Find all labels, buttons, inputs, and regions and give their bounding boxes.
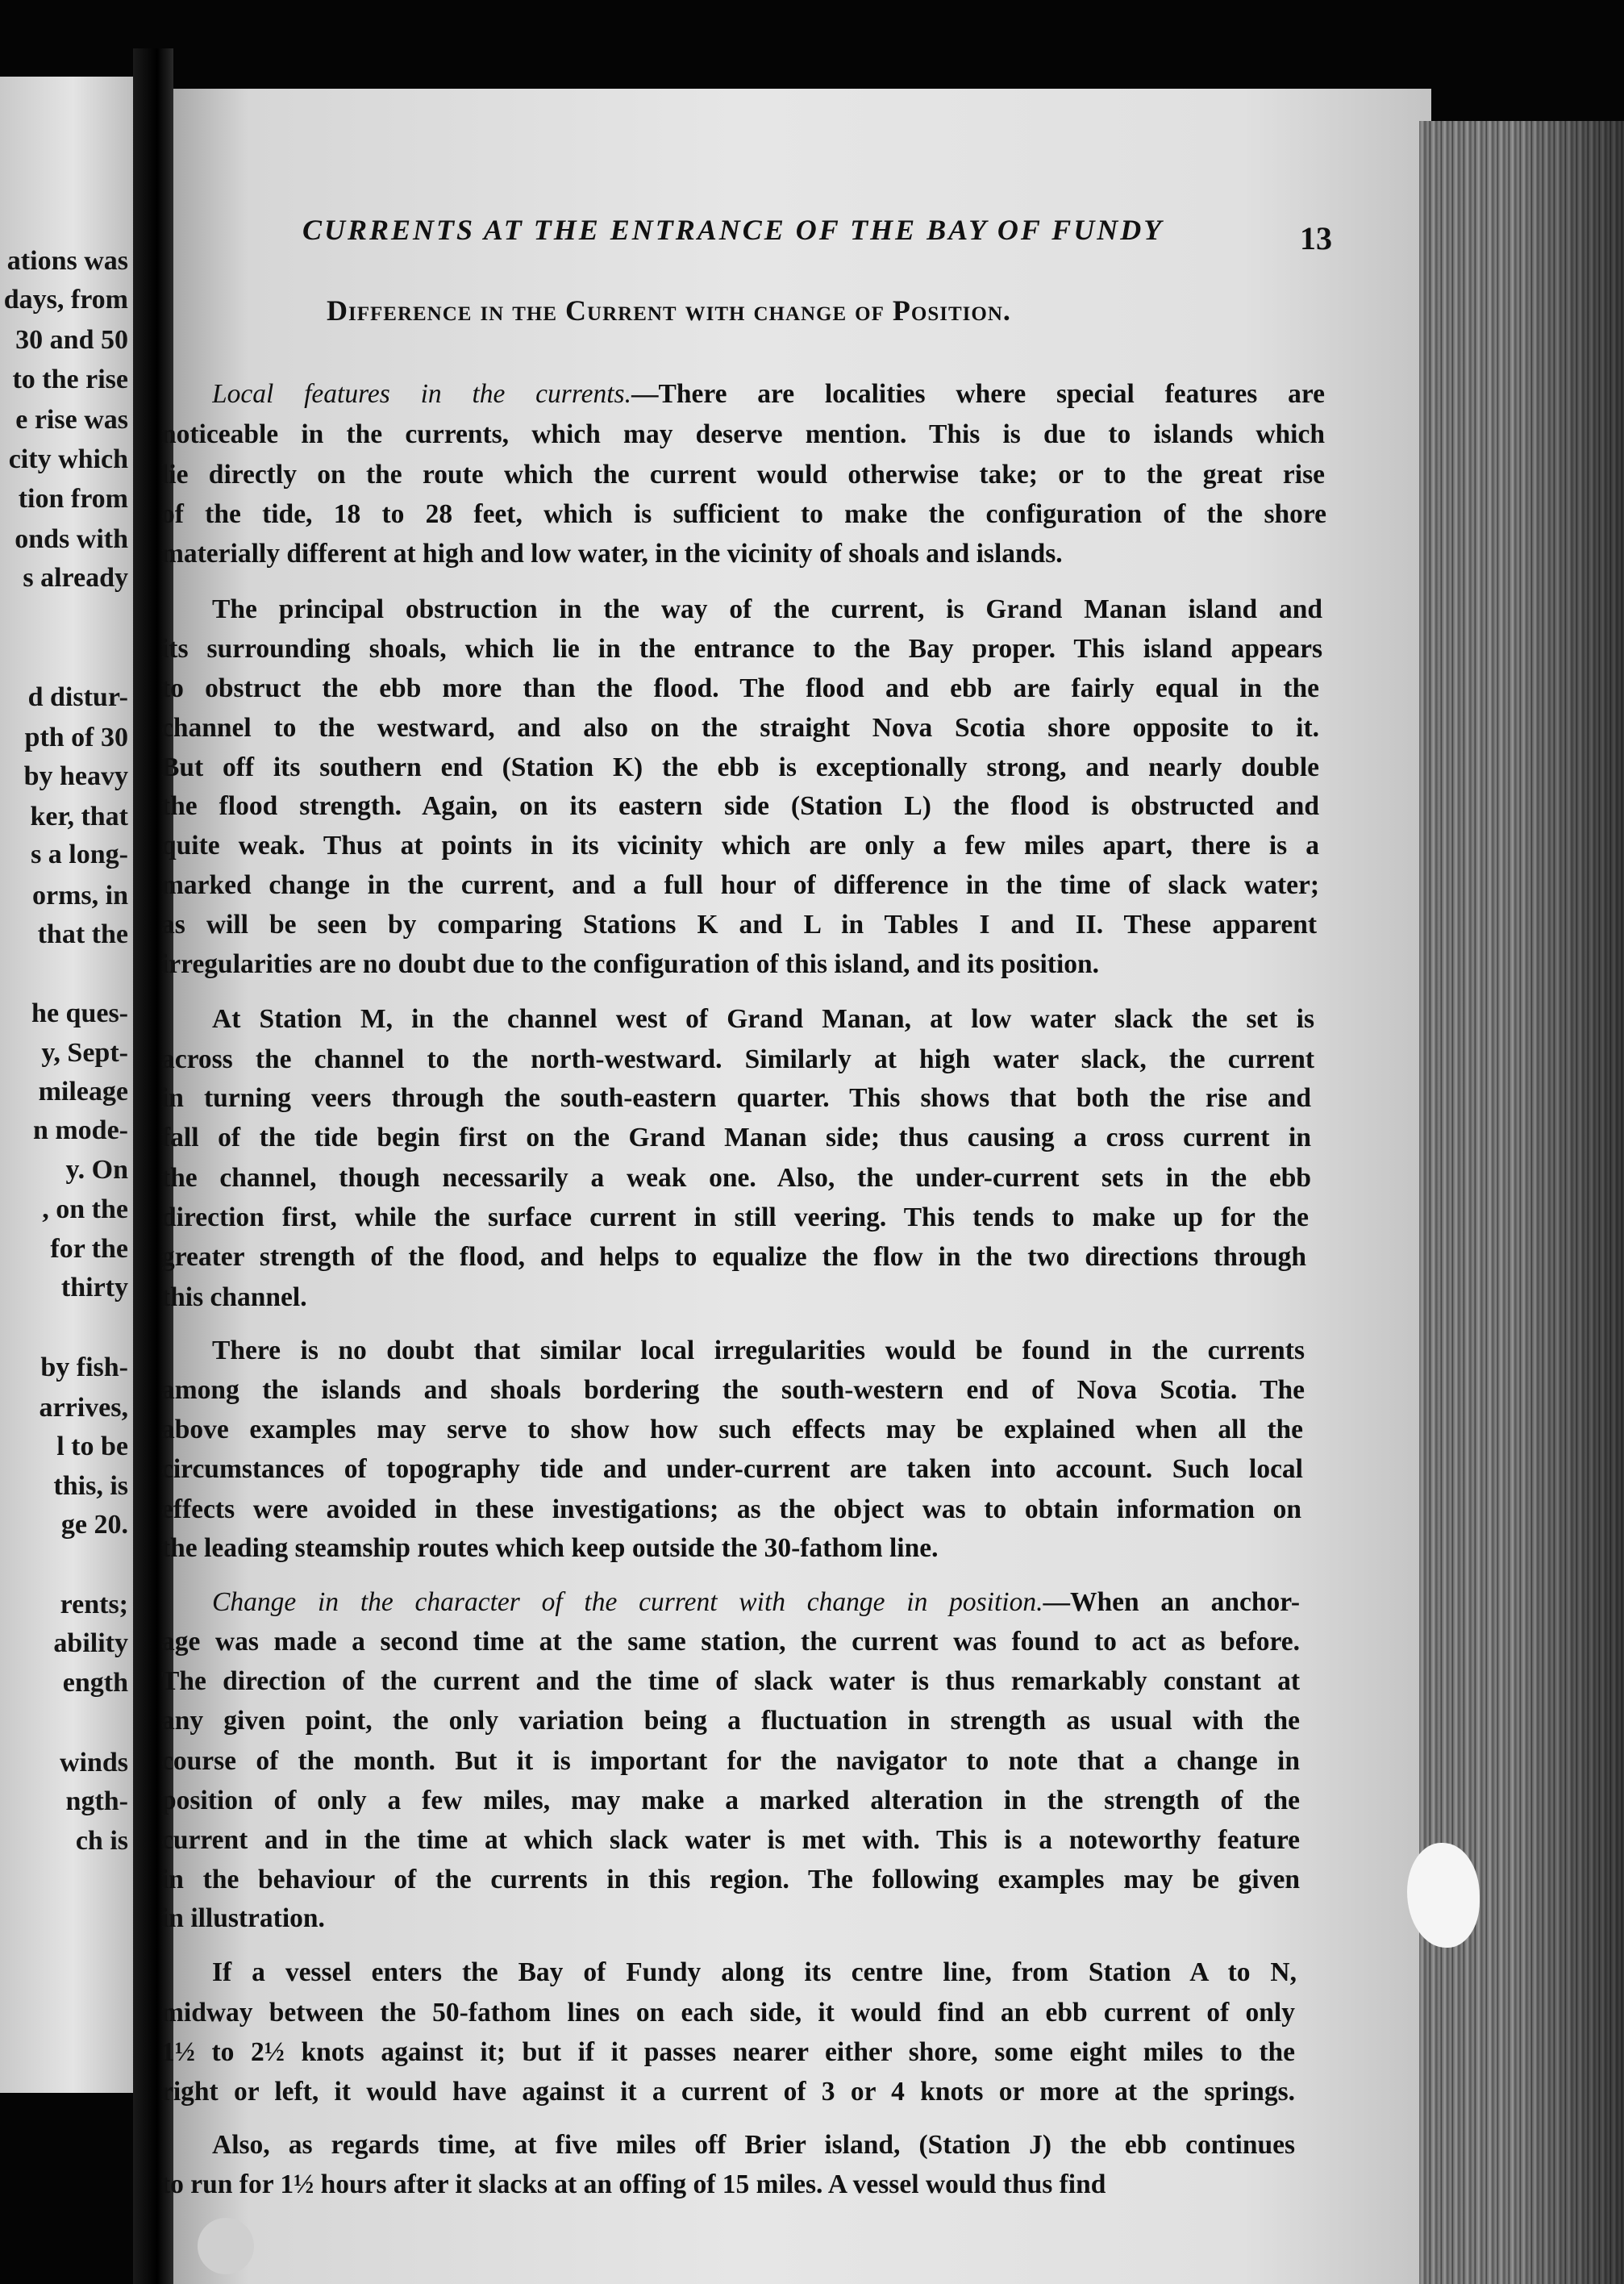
facing-page-line: l to be: [56, 1432, 128, 1461]
text-line: irregularities are no doubt due to the configuration of this island, and its position.: [161, 949, 1100, 979]
text-line: the flood strength. Again, on its eastern side (Station L) the flood is obstructed and: [161, 791, 1319, 821]
facing-page-line: days, from: [3, 285, 128, 315]
facing-page-line: ability: [53, 1628, 128, 1658]
text-line: greater strength of the flood, and helps to equalize the flow in the two directions through: [161, 1242, 1306, 1272]
page-number: 13: [1300, 220, 1332, 256]
text-line: The direction of the current and the time of slack water is thus remarkably constant at: [161, 1666, 1300, 1696]
text-line: in turning veers through the south-eastern quarter. This shows that both the rise and: [161, 1083, 1311, 1113]
text-line: to run for 1½ hours after it slacks at an offing of 15 miles. A vessel would thus find: [161, 2169, 1106, 2199]
facing-page-line: ngth-: [65, 1786, 128, 1816]
text-line: of the tide, 18 to 28 feet, which is sufficient to make the configuration of the shore: [161, 499, 1326, 529]
text-line: as will be seen by comparing Stations K and L in Tables I and II. These apparent: [161, 910, 1317, 940]
text-line: current and in the time at which slack water is met with. This is a noteworthy feature: [161, 1825, 1300, 1855]
facing-page-line: city which: [8, 444, 128, 474]
facing-page-line: for the: [50, 1234, 128, 1264]
facing-page-line: orms, in: [32, 881, 128, 911]
text-line: Change in the character of the current with change in position.—When an anchor-: [212, 1587, 1300, 1617]
text-line: marked change in the current, and a full hour of difference in the time of slack water;: [161, 870, 1319, 900]
facing-page-line: e rise was: [15, 405, 128, 435]
text-line: the channel, though necessarily a weak one. Also, the under-current sets in the ebb: [161, 1163, 1311, 1193]
text-line: At Station M, in the channel west of Grand Manan, at low water slack the set is: [212, 1004, 1314, 1034]
page-edges-shadow: [1516, 121, 1624, 2284]
facing-page-line: d distur-: [27, 682, 128, 712]
text-line: materially different at high and low water, in the vicinity of shoals and islands.: [161, 539, 1063, 569]
text-line: to obstruct the ebb more than the flood. The flood and ebb are fairly equal in the: [161, 673, 1319, 703]
facing-page-line: n mode-: [32, 1115, 128, 1145]
text-line: age was made a second time at the same station, the current was found to act as before.: [161, 1627, 1300, 1657]
text-line: But off its southern end (Station K) the ebb is exceptionally strong, and nearly double: [161, 752, 1319, 782]
text-line: lie directly on the route which the current would otherwise take; or to the great rise: [161, 460, 1325, 490]
facing-page-line: s already: [23, 563, 128, 593]
text-line: its surrounding shoals, which lie in the entrance to the Bay proper. This island appears: [161, 634, 1322, 664]
facing-page-line: ker, that: [30, 802, 128, 831]
facing-page-line: this, is: [53, 1471, 128, 1501]
side-heading: Change in the character of the current with change in position.: [212, 1587, 1043, 1617]
text-line: The principal obstruction in the way of the current, is Grand Manan island and: [212, 594, 1322, 624]
facing-page-line: tion from: [18, 484, 128, 514]
running-header: CURRENTS AT THE ENTRANCE OF THE BAY OF FUNDY: [302, 214, 1164, 246]
facing-page-line: he ques-: [31, 998, 128, 1028]
text-line: effects were avoided in these investigations; as the object was to obtain information on: [161, 1494, 1301, 1524]
facing-page-line: 30 and 50: [15, 325, 128, 355]
text-line: channel to the westward, and also on the straight Nova Scotia shore opposite to it.: [161, 713, 1319, 743]
facing-page-fragment: [0, 77, 133, 2093]
facing-page-line: y, Sept-: [41, 1038, 128, 1068]
text-line: across the channel to the north-westward. Similarly at high water slack, the current: [161, 1044, 1314, 1074]
text-line: the leading steamship routes which keep outside the 30-fathom line.: [161, 1533, 939, 1563]
paper-blemish-corner: [198, 2218, 254, 2274]
text-line: position of only a few miles, may make a marked alteration in the strength of the: [161, 1786, 1300, 1815]
text-line: If a vessel enters the Bay of Fundy along its centre line, from Station A to N,: [212, 1957, 1297, 1987]
facing-page-line: , on the: [42, 1194, 128, 1224]
text-line: this channel.: [161, 1282, 307, 1312]
text-line: Local features in the currents.—There are localities where special features are: [212, 379, 1325, 409]
facing-page-line: to the rise: [12, 365, 128, 394]
text-line: 1½ to 2½ knots against it; but if it passes nearer either shore, some eight miles to the: [161, 2037, 1295, 2067]
text-line: right or left, it would have against it a current of 3 or 4 knots or more at the springs.: [161, 2077, 1295, 2107]
text-line: There is no doubt that similar local irregularities would be found in the currents: [212, 1336, 1305, 1365]
text-line: direction first, while the surface current in still veering. This tends to make up for the: [161, 1202, 1309, 1232]
text-line: any given point, the only variation being a fluctuation in strength as usual with the: [161, 1706, 1300, 1736]
section-title: Difference in the Current with change of Position.: [327, 294, 1011, 327]
text-line: quite weak. Thus at points in its vicinity which are only a few miles apart, there is a: [161, 831, 1319, 861]
facing-page-line: thirty: [60, 1273, 128, 1302]
facing-page-line: ge 20.: [60, 1510, 128, 1540]
facing-page-line: s a long-: [31, 840, 128, 869]
facing-page-line: by heavy: [23, 761, 128, 791]
facing-page-line: by fish-: [40, 1352, 128, 1382]
facing-page-line: arrives,: [39, 1393, 128, 1423]
facing-page-line: pth of 30: [24, 723, 128, 752]
text-line: noticeable in the currents, which may deserve mention. This is due to islands which: [161, 419, 1325, 449]
facing-page-line: rents;: [60, 1590, 128, 1619]
side-heading: Local features in the currents.: [212, 379, 631, 409]
facing-page-line: ength: [62, 1668, 128, 1698]
text-line: Also, as regards time, at five miles off Brier island, (Station J) the ebb continues: [212, 2130, 1295, 2160]
facing-page-line: mileage: [38, 1077, 128, 1107]
text-line: among the islands and shoals bordering the south-western end of Nova Scotia. The: [161, 1375, 1305, 1405]
facing-page-line: onds with: [15, 524, 128, 554]
text-line: circumstances of topography tide and under-current are taken into account. Such local: [161, 1454, 1303, 1484]
text-line: in the behaviour of the currents in this region. The following examples may be given: [161, 1865, 1300, 1894]
text-line: above examples may serve to show how such effects may be explained when all the: [161, 1415, 1303, 1444]
facing-page-line: that the: [37, 919, 128, 949]
text-line: course of the month. But it is important for the navigator to note that a change in: [161, 1746, 1300, 1776]
facing-page-line: winds: [59, 1748, 128, 1778]
facing-page-line: ch is: [75, 1826, 128, 1856]
facing-page-line: ations was: [6, 246, 128, 276]
text-line: in illustration.: [161, 1903, 325, 1933]
text-line: midway between the 50-fathom lines on each side, it would find an ebb current of only: [161, 1998, 1295, 2028]
facing-page-line: y. On: [65, 1155, 128, 1185]
text-line: fall of the tide begin first on the Grand Manan side; thus causing a cross current in: [161, 1123, 1311, 1152]
